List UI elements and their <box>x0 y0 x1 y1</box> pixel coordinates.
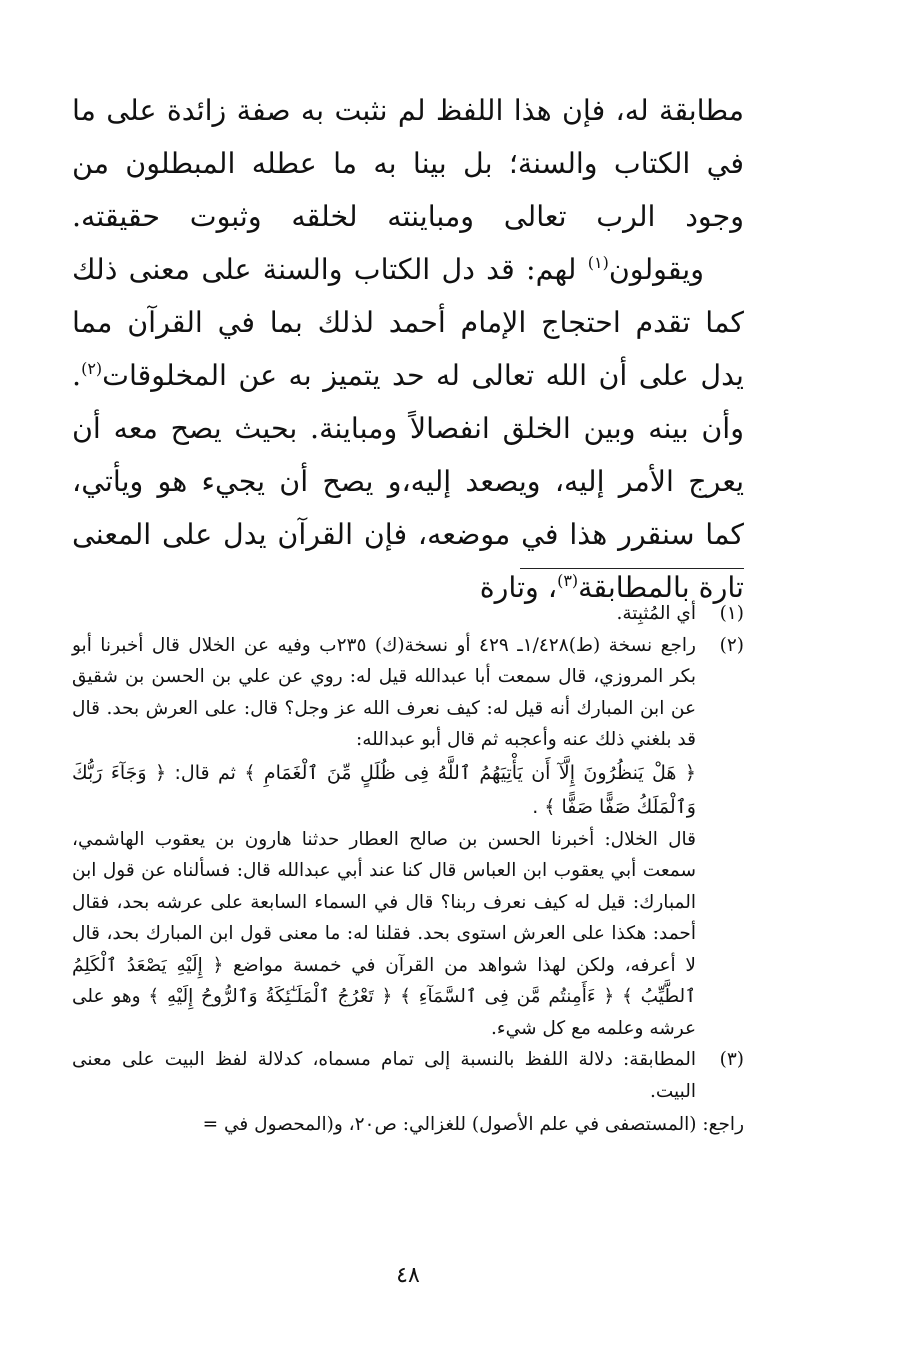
footnote-ref-2[interactable]: (٢) <box>81 359 103 378</box>
footnote-2-paragraph-1: راجع نسخة (ط)١/٤٢٨ـ ٤٢٩ أو نسخة(ك) ٢٣٥ب وفيه عن الخلال قال أخبرنا أبو بكر المروزي، قال سمعت أبا عبدالله قيل له: روي عن علي بن الحسن بن شقيق عن ابن المبارك أنه قيل له: كيف نعرف الله عز وجل؟ قال: على العرش بحد. قال قد بلغني ذلك عنه وأعجبه ثم قال أبو عبدالله: <box>72 634 696 750</box>
footnote-1 <box>72 598 744 630</box>
footnote-ref-1[interactable]: (١) <box>587 253 609 272</box>
footnotes <box>72 598 744 1141</box>
paragraph-2-end: ، وتارة <box>479 571 558 604</box>
paragraph-2-continued: . وأن بينه وبين الخلق انفصالاً ومباينة. بحيث يصح معه أن يعرج الأمر إليه، ويصعد إليه،و يصح أن يجيء هو ويأتي، كما سنقرر هذا في موضعه، فإن القرآن يدل على المعنى تارة بالمطابقة <box>72 359 744 604</box>
footnote-2-number: (٢) <box>719 634 744 656</box>
paragraph-2 <box>72 243 744 614</box>
page <box>72 84 744 1324</box>
footnote-continuation: راجع: (المستصفى في علم الأصول) للغزالي: ص٢٠، و(المحصول في = <box>202 1114 744 1135</box>
footnote-3-text: المطابقة: دلالة اللفظ بالنسبة إلى تمام مسماه، كدلالة لفظ البيت على معنى البيت. <box>72 1049 696 1102</box>
footnote-ref-3[interactable]: (٣) <box>557 571 579 590</box>
footnote-3 <box>72 1044 744 1107</box>
paragraph-2-start: ويقولون <box>608 253 704 286</box>
footnote-2-quran-verses: ﴿ هَلْ يَنظُرُونَ إِلَّآ أَن يَأْتِيَهُمُ ٱللَّهُ فِى ظُلَلٍ مِّنَ ٱلْغَمَامِ ﴾ ثم قال: ﴿ وَجَآءَ رَبُّكَ وَٱلْمَلَكُ صَفًّا صَفًّا ﴾ . <box>72 761 696 818</box>
footnote-2-paragraph-2-end: وهو على عرشه وعلمه مع كل شيء. <box>72 986 696 1039</box>
footnote-1-number: (١) <box>719 603 744 624</box>
paragraph-1: مطابقة له، فإن هذا اللفظ لم نثبت به صفة زائدة على ما في الكتاب والسنة؛ بل بينا به ما عطله المبطلون من وجود الرب تعالى ومباينته لخلقه وثبوت حقيقته. <box>72 94 744 233</box>
paragraph-2-middle: لهم: قد دل الكتاب والسنة على معنى ذلك كما تقدم احتجاج الإمام أحمد لذلك بما في القرآن مما يدل على أن الله تعالى له حد يتميز به عن المخلوقات <box>72 253 744 392</box>
footnote-separator <box>520 568 744 569</box>
footnote-2 <box>72 630 744 1045</box>
footnote-2-body <box>72 630 696 1045</box>
page-number: ٤٨ <box>396 1263 420 1288</box>
footnote-3-number: (٣) <box>719 1049 744 1070</box>
footnote-2-paragraph-2 <box>72 824 696 1045</box>
footnote-2-paragraph-2-text: قال الخلال: أخبرنا الحسن بن صالح العطار حدثنا هارون بن يعقوب الهاشمي، سمعت أبي يعقوب ابن العباس قال كنا عند أبي عبدالله قال: فسألناه عن قول ابن المبارك: قيل له كيف نعرف ربنا؟ قال في السماء السابعة على عرشه بحد، فقال أحمد: هكذا على العرش استوى بحد. فقلنا له: ما معنى قول ابن المبارك بحد، قال لا أعرفه، ولكن لهذا شواهد من القرآن في خمسة مواضع <box>72 828 696 976</box>
footnote-1-body <box>72 598 696 630</box>
footnote-3-body <box>72 1044 696 1107</box>
footnote-2-quran-verses-2: ﴿ إِلَيْهِ يَصْعَدُ ٱلْكَلِمُ ٱلطَّيِّبُ ﴾ ﴿ ءَأَمِنتُم مَّن فِى ٱلسَّمَآءِ ﴾ ﴿ تَعْرُجُ ٱلْمَلَـٰٓئِكَةُ وَٱلرُّوحُ إِلَيْهِ ﴾ <box>72 954 697 1007</box>
main-text <box>72 84 744 614</box>
footnote-1-text: أي المُثبِتة. <box>616 603 696 624</box>
